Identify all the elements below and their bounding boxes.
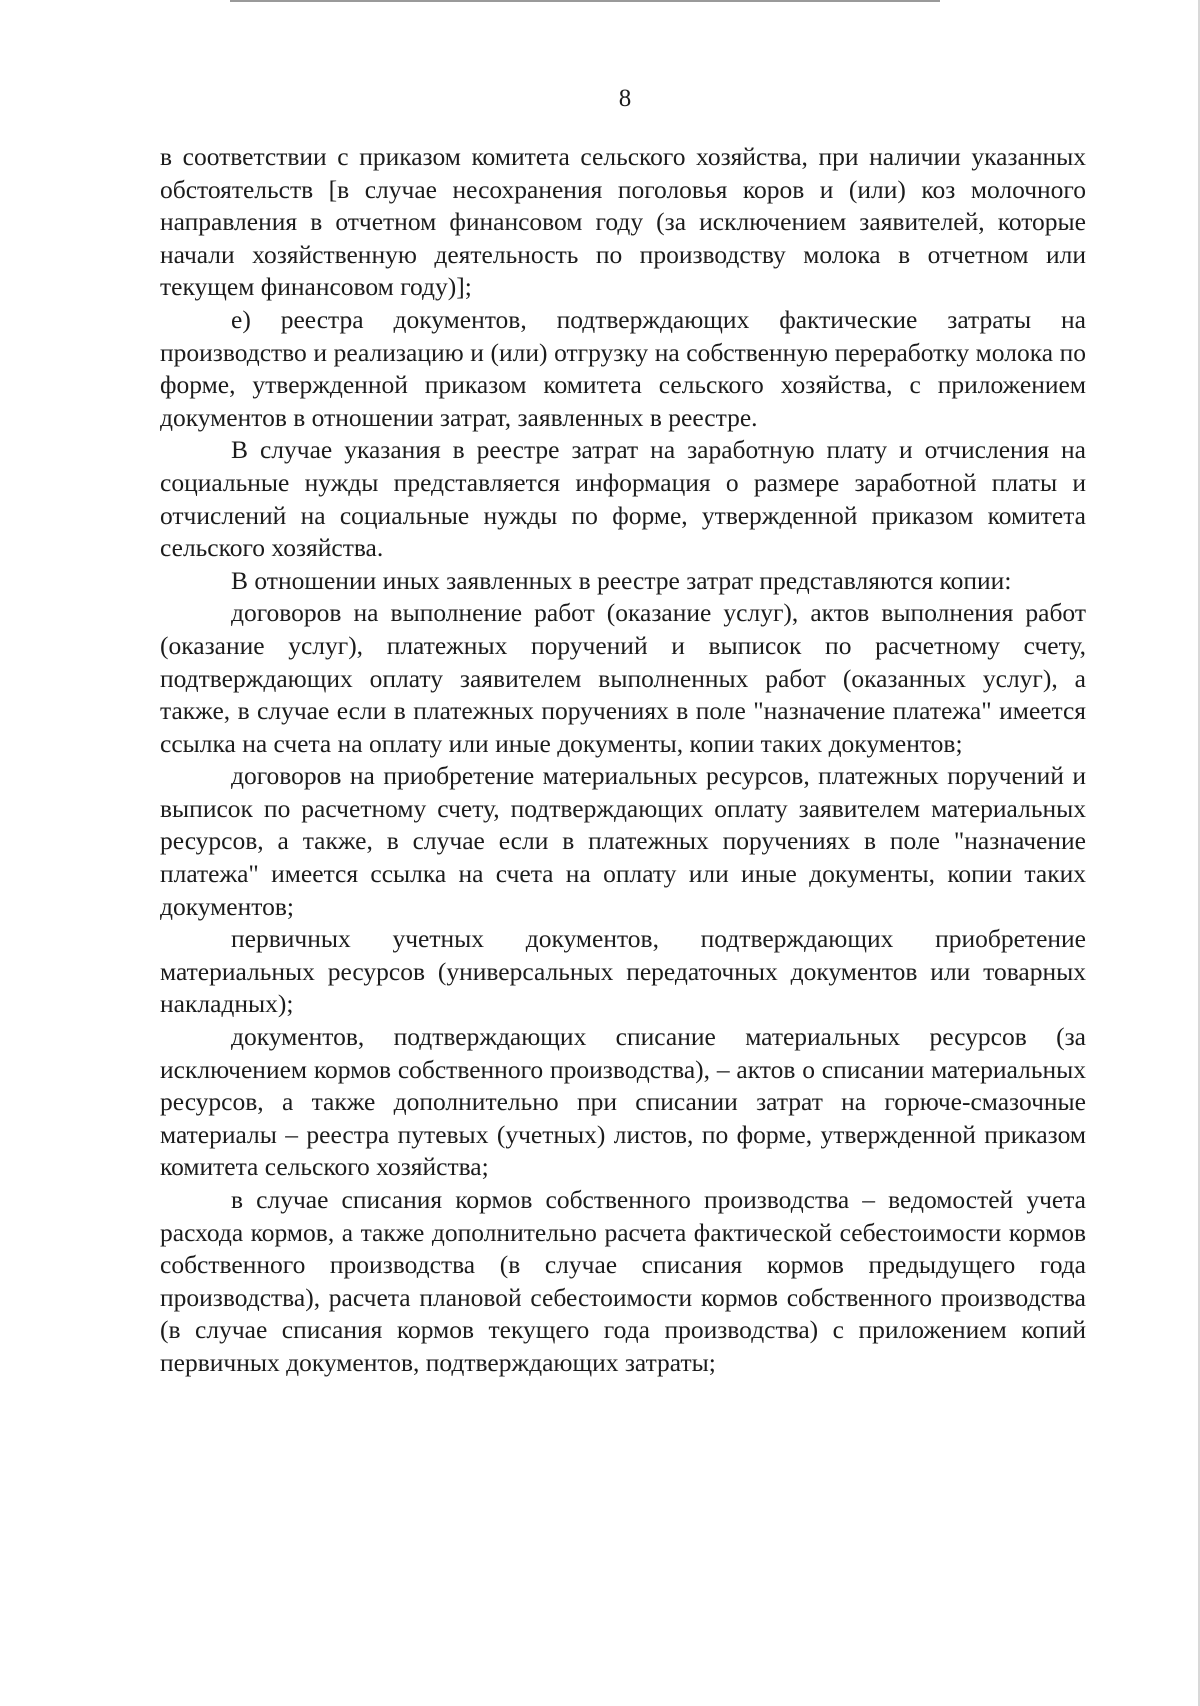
paragraph: в случае списания кормов собственного производства – ведомостей учета расхода кормов, а также дополнительно расчета фактической себестоимости кормов собственного производства (в случае списания кормов предыдущего года производства), расчета плановой себестоимости кормов собственного производства (в случае списания кормов текущего года производства) с приложением копий первичных документов, подтверждающих затраты; [160, 1185, 1086, 1377]
paragraph: документов, подтверждающих списание материальных ресурсов (за исключением кормов собственного производства), – актов о списании материальных ресурсов, а также дополнительно при списании затрат на горюче-смазочные материалы – реестра путевых (учетных) листов, по форме, утвержденной приказом комитета сельского хозяйства; [160, 1022, 1086, 1182]
paragraph: е) реестра документов, подтверждающих фактические затраты на производство и реализацию и (или) отгрузку на собственную переработку молока по форме, утвержденной приказом комитета сельского хозяйства, с приложением документов в отношении затрат, заявленных в реестре. [160, 304, 1086, 432]
paragraph: в соответствии с приказом комитета сельского хозяйства, при наличии указанных обстоятельств [в случае несохранения поголовья коров и (или) коз молочного направления в отчетном финансовом году (за исключением заявителей, которые начали хозяйственную деятельность по производству молока в отчетном или текущем финансовом году)]; [160, 142, 1086, 302]
paragraph: В отношении иных заявленных в реестре затрат представляются копии: [231, 565, 1012, 595]
paragraph: договоров на приобретение материальных ресурсов, платежных поручений и выписок по расчетному счету, подтверждающих оплату заявителем материальных ресурсов, а также, в случае если в платежных поручениях в поле "назначение платежа" имеется ссылка на счета на оплату или иные документы, копии таких документов; [160, 761, 1086, 921]
document-body [160, 141, 1086, 1380]
paragraph: первичных учетных документов, подтверждающих приобретение материальных ресурсов (универсальных передаточных документов или товарных накладных); [160, 924, 1086, 1019]
scan-top-border [230, 0, 940, 2]
paragraph: договоров на выполнение работ (оказание услуг), актов выполнения работ (оказание услуг), платежных поручений и выписок по расчетному счету, подтверждающих оплату заявителем выполненных работ (оказанных услуг), а также, в случае если в платежных поручениях в поле "назначение платежа" имеется ссылка на счета на оплату или иные документы, копии таких документов; [160, 598, 1086, 758]
paragraph: В случае указания в реестре затрат на заработную плату и отчисления на социальные нужды представляется информация о размере заработной платы и отчислений на социальные нужды по форме, утвержденной приказом комитета сельского хозяйства. [160, 435, 1086, 563]
page-number: 8 [618, 85, 632, 112]
